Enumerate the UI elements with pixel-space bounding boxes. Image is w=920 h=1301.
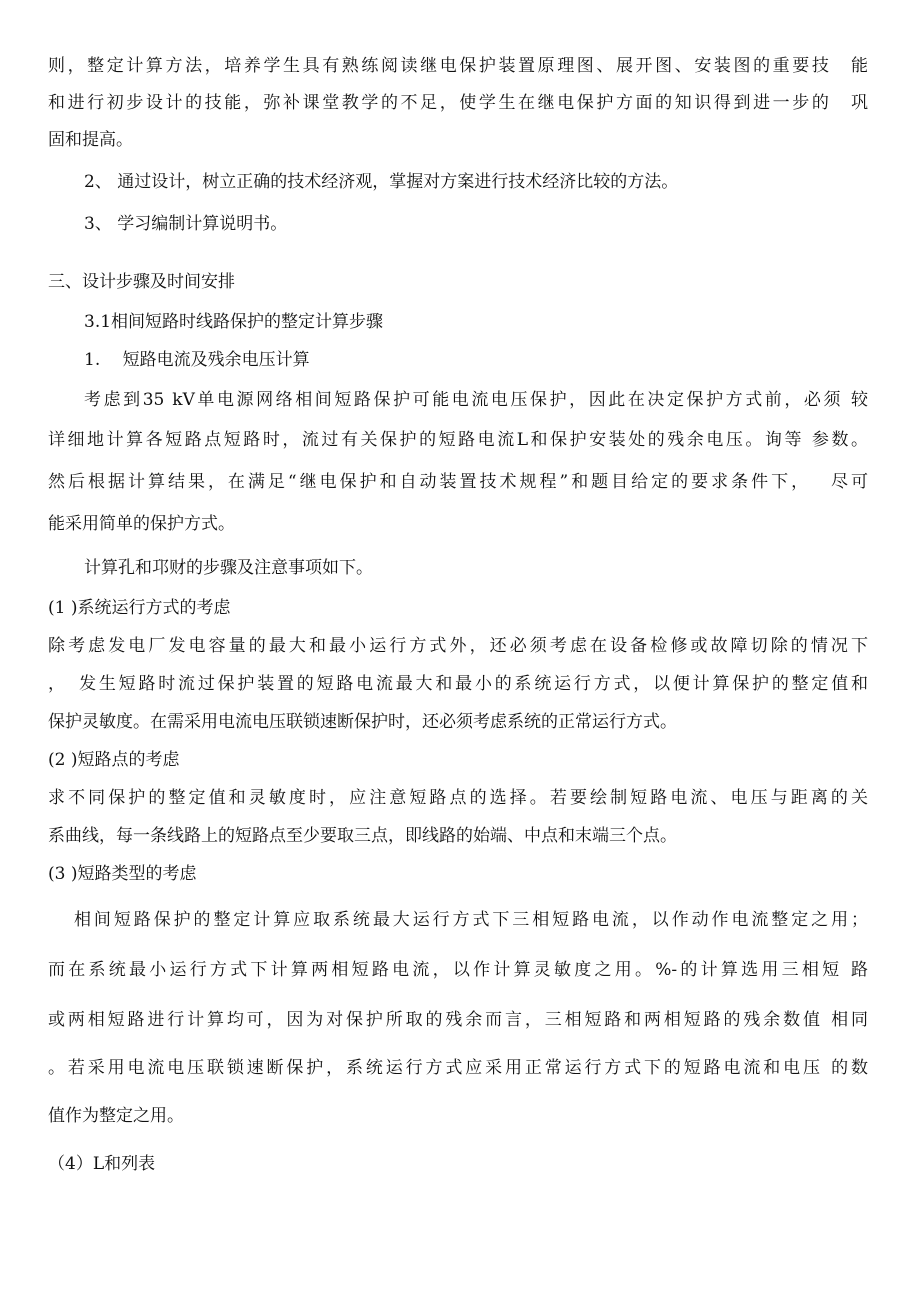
item-heading-3: (3 )短路类型的考虑	[48, 864, 197, 884]
paragraph-line: 考虑到35 kV单电源网络相间短路保护可能电流电压保护，因此在决定保护方式前，必须 较	[84, 390, 868, 410]
paragraph-line: 相间短路保护的整定计算应取系统最大运行方式下三相短路电流，以作动作电流整定之用；	[74, 910, 868, 930]
paragraph-line: 而在系统最小运行方式下计算两相短路电流，以作计算灵敏度之用。%-的计算选用三相短 路	[48, 960, 868, 980]
paragraph-line: 除考虑发电厂发电容量的最大和最小运行方式外，还必须考虑在设备检修或故障切除的情况下	[48, 636, 868, 656]
paragraph-line: ， 发生短路时流过保护装置的短路电流最大和最小的系统运行方式，以便计算保护的整定值和	[48, 674, 868, 694]
subsection-heading: 3.1相间短路时线路保护的整定计算步骤	[84, 312, 384, 332]
paragraph-line: 值作为整定之用。	[48, 1106, 184, 1126]
paragraph-line: 系曲线，每一条线路上的短路点至少要取三点，即线路的始端、中点和末端三个点。	[48, 826, 677, 846]
paragraph-line: 或两相短路进行计算均可，因为对保护所取的残余而言，三相短路和两相短路的残余数值 相同	[48, 1010, 868, 1030]
paragraph-line: 固和提高。	[48, 130, 133, 150]
list-item-2: 2、 通过设计，树立正确的技术经济观，掌握对方案进行技术经济比较的方法。	[84, 172, 679, 192]
paragraph-line: 和进行初步设计的技能，弥补课堂教学的不足，使学生在继电保护方面的知识得到进一步的 巩	[48, 93, 868, 113]
paragraph-line: 能采用简单的保护方式。	[48, 514, 235, 534]
paragraph-line: 计算孔和邛财的步骤及注意事项如下。	[84, 558, 373, 578]
item-heading-1: (1 )系统运行方式的考虑	[48, 598, 231, 618]
paragraph-line: 详细地计算各短路点短路时，流过有关保护的短路电流L和保护安装处的残余电压。询等 参数。	[48, 430, 868, 450]
item-heading-4: （4）L和列表	[48, 1154, 156, 1174]
step-heading: 1. 短路电流及残余电压计算	[84, 350, 310, 370]
paragraph-line: 保护灵敏度。在需采用电流电压联锁速断保护时，还必须考虑系统的正常运行方式。	[48, 712, 677, 732]
paragraph-line: 求不同保护的整定值和灵敏度时，应注意短路点的选择。若要绘制短路电流、电压与距离的关	[48, 788, 868, 808]
section-heading: 三、设计步骤及时间安排	[48, 272, 235, 292]
paragraph-line: 则，整定计算方法，培养学生具有熟练阅读继电保护装置原理图、展开图、安装图的重要技 能	[48, 56, 868, 76]
paragraph-line: 然后根据计算结果，在满足“继电保护和自动装置技术规程”和题目给定的要求条件下， 尽可	[48, 472, 868, 492]
paragraph-line: 。若采用电流电压联锁速断保护，系统运行方式应采用正常运行方式下的短路电流和电压 的数	[48, 1058, 868, 1078]
list-item-3: 3、 学习编制计算说明书。	[84, 214, 288, 234]
item-heading-2: (2 )短路点的考虑	[48, 750, 180, 770]
